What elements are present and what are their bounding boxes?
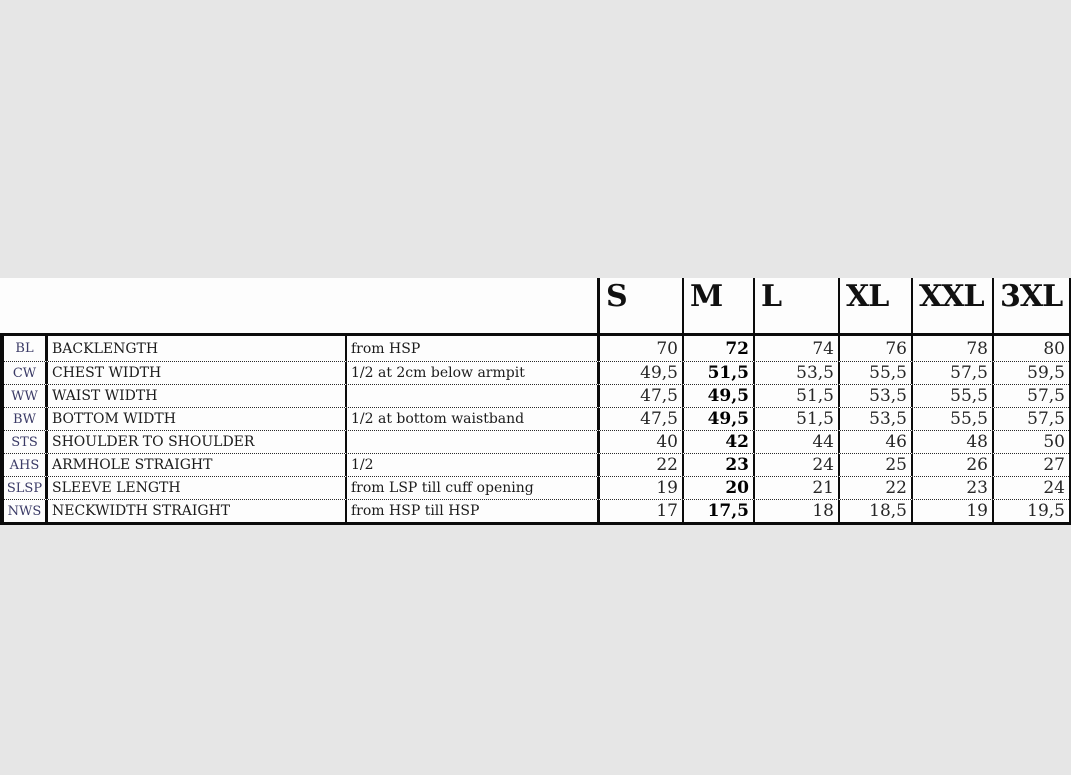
measure-desc: 1/2 at 2cm below armpit	[345, 362, 597, 384]
measure-value: 59,5	[992, 362, 1069, 384]
measure-desc: 1/2	[345, 454, 597, 476]
measure-code: WW	[11, 388, 38, 404]
measure-desc: from HSP till HSP	[345, 500, 597, 522]
size-column-header: XXL	[911, 278, 992, 333]
measure-value: 19	[597, 477, 682, 499]
measure-value: 72	[682, 336, 753, 361]
measure-value: 19	[911, 500, 992, 522]
measure-value: 47,5	[597, 408, 682, 430]
measure-value: 74	[753, 336, 838, 361]
measure-value: 23	[682, 454, 753, 476]
measure-value: 57,5	[992, 408, 1069, 430]
measure-value: 80	[992, 336, 1069, 361]
measure-value: 53,5	[753, 362, 838, 384]
measure-value: 18	[753, 500, 838, 522]
measure-value: 49,5	[682, 408, 753, 430]
size-column-header: L	[753, 278, 838, 333]
table-row	[4, 362, 1069, 385]
measure-value: 47,5	[597, 385, 682, 407]
table-row	[4, 477, 1069, 500]
measure-value: 48	[911, 431, 992, 453]
header-spacer-cell	[0, 278, 597, 333]
measure-value: 70	[597, 336, 682, 361]
measure-code: BW	[13, 411, 36, 427]
measure-value: 17,5	[682, 500, 753, 522]
table-row	[4, 408, 1069, 431]
measure-value: 22	[597, 454, 682, 476]
measure-name: WAIST WIDTH	[45, 385, 345, 407]
measure-code: AHS	[9, 457, 40, 473]
size-column-header: 3XL	[992, 278, 1069, 333]
size-chart-table	[0, 278, 1071, 525]
measure-value: 18,5	[838, 500, 911, 522]
measure-value: 22	[838, 477, 911, 499]
measure-value: 24	[753, 454, 838, 476]
measure-code: STS	[11, 434, 38, 450]
measure-value: 51,5	[753, 408, 838, 430]
measure-value: 24	[992, 477, 1069, 499]
measure-value: 20	[682, 477, 753, 499]
table-row	[4, 385, 1069, 408]
measure-value: 21	[753, 477, 838, 499]
measure-code: BL	[15, 341, 34, 356]
measure-value: 57,5	[992, 385, 1069, 407]
measure-value: 25	[838, 454, 911, 476]
table-row	[4, 336, 1069, 362]
measure-name: SLEEVE LENGTH	[45, 477, 345, 499]
size-header-row	[0, 278, 1071, 333]
measure-value: 53,5	[838, 385, 911, 407]
measure-value: 17	[597, 500, 682, 522]
measure-desc: 1/2 at bottom waistband	[345, 408, 597, 430]
table-row	[4, 500, 1069, 522]
measure-value: 26	[911, 454, 992, 476]
size-column-header: XL	[838, 278, 911, 333]
table-row	[4, 454, 1069, 477]
measure-code: SLSP	[6, 480, 43, 496]
measure-name: BACKLENGTH	[45, 336, 345, 361]
measure-code: NWS	[7, 503, 42, 519]
measure-value: 78	[911, 336, 992, 361]
measure-name: CHEST WIDTH	[45, 362, 345, 384]
measure-value: 44	[753, 431, 838, 453]
size-column-header: S	[597, 278, 682, 333]
measure-value: 49,5	[682, 385, 753, 407]
measure-value: 46	[838, 431, 911, 453]
measure-value: 53,5	[838, 408, 911, 430]
measure-value: 42	[682, 431, 753, 453]
measure-name: ARMHOLE STRAIGHT	[45, 454, 345, 476]
measure-value: 50	[992, 431, 1069, 453]
measurements-body	[0, 333, 1071, 525]
measure-value: 57,5	[911, 362, 992, 384]
measure-name: BOTTOM WIDTH	[45, 408, 345, 430]
measure-value: 40	[597, 431, 682, 453]
measure-value: 55,5	[838, 362, 911, 384]
measure-desc: from LSP till cuff opening	[345, 477, 597, 499]
measure-value: 51,5	[753, 385, 838, 407]
measure-value: 27	[992, 454, 1069, 476]
table-row	[4, 431, 1069, 454]
measure-desc	[345, 385, 597, 407]
measure-value: 76	[838, 336, 911, 361]
measure-desc: from HSP	[345, 336, 597, 361]
size-column-header: M	[682, 278, 753, 333]
measure-value: 19,5	[992, 500, 1069, 522]
measure-value: 49,5	[597, 362, 682, 384]
measure-desc	[345, 431, 597, 453]
measure-name: SHOULDER TO SHOULDER	[45, 431, 345, 453]
measure-value: 55,5	[911, 408, 992, 430]
measure-value: 23	[911, 477, 992, 499]
measure-value: 51,5	[682, 362, 753, 384]
measure-value: 55,5	[911, 385, 992, 407]
measure-name: NECKWIDTH STRAIGHT	[45, 500, 345, 522]
measure-code: CW	[12, 365, 37, 381]
